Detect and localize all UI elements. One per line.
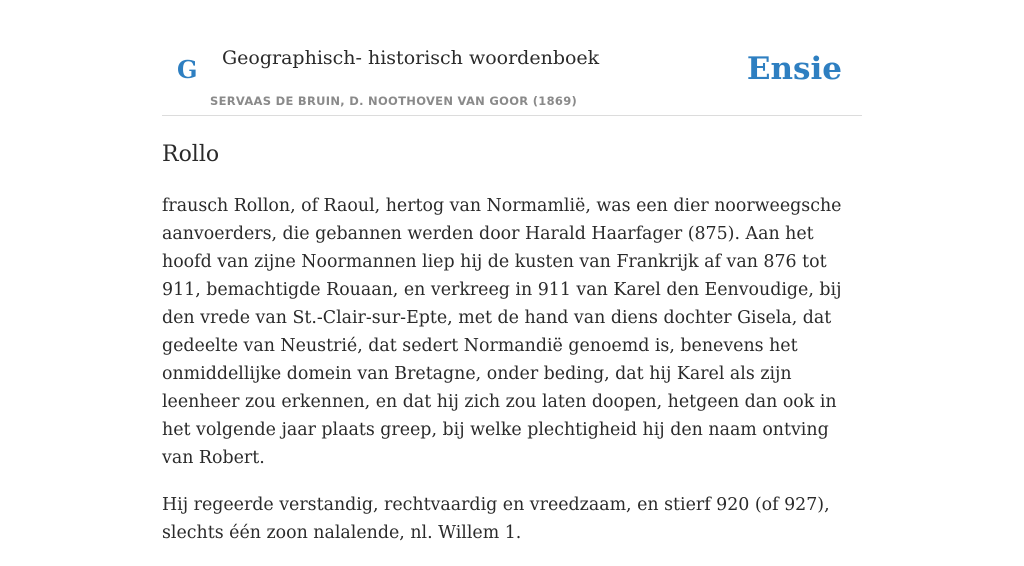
book-authors: SERVAAS DE BRUIN, D. NOOTHOVEN VAN GOOR (1869) bbox=[210, 94, 578, 108]
entry-body bbox=[162, 192, 862, 566]
book-logo[interactable]: G bbox=[177, 55, 198, 84]
entry-paragraph: frausch Rollon, of Raoul, hertog van Normamlië, was een dier noorweegsche aanvoerders, die gebannen werden door Harald Haarfager (875). Aan het hoofd van zijne Noormannen liep hij de kusten van Frankrijk af van 876 tot 911, bemachtigde Rouaan, en verkreeg in 911 van Karel den Eenvoudige, bij den vrede van St.-Clair-sur-Epte, met de hand van diens dochter Gisela, dat gedeelte van Neustrié, dat sedert Normandië genoemd is, benevens het onmiddellijke domein van Bretagne, onder beding, dat hij Karel als zijn leenheer zou erkennen, en dat hij zich zou laten doopen, hetgeen dan ook in het volgende jaar plaats greep, bij welke plechtigheid hij den naam ontving van Robert. bbox=[162, 196, 842, 468]
book-title-link[interactable]: Geographisch- historisch woordenboek bbox=[222, 47, 600, 69]
entry-paragraph: Hij regeerde verstandig, rechtvaardig en vreedzaam, en stierf 920 (of 927), slechts één zoon nalalende, nl. Willem 1. bbox=[162, 495, 830, 543]
header bbox=[162, 0, 862, 116]
page bbox=[162, 0, 862, 543]
ensie-logo-link[interactable]: Ensie bbox=[746, 51, 842, 87]
entry-title: Rollo bbox=[162, 142, 220, 167]
